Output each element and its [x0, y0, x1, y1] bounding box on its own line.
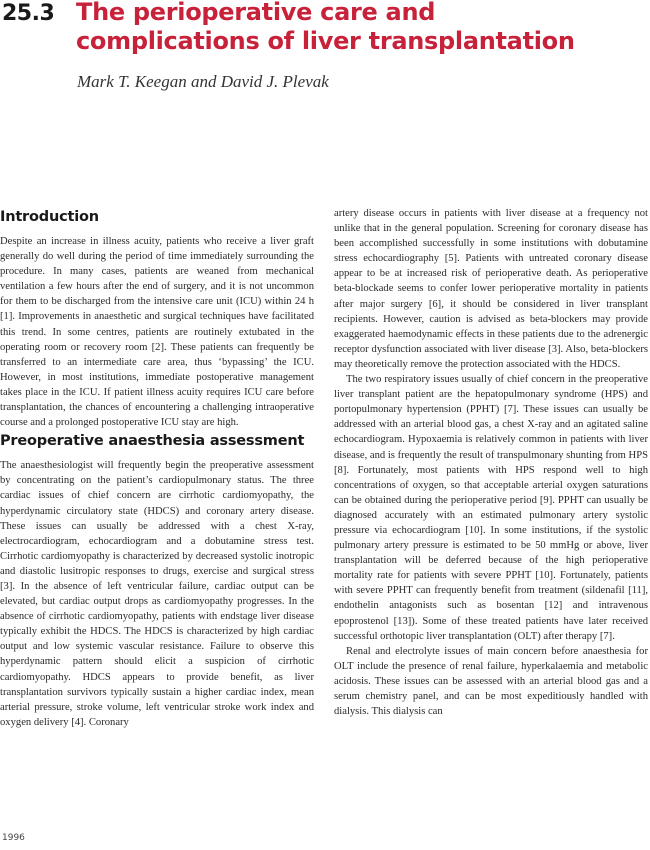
preoperative-assessment-heading: Preoperative anaesthesia assessment: [0, 433, 305, 450]
introduction-heading: Introduction: [0, 209, 99, 225]
chapter-title-line-2: complications of liver transplantation: [76, 27, 575, 55]
coronary-disease-paragraph: artery disease occurs in patients with liver disease at a frequency not unlike that in the general population. Screening for coronary disease has been accomplished successfully in some institutions with dobutamine stress echocardiography [5]. Patients with untreated coronary disease appear to be at increased risk of perioperative death. As perioperative beta-blockade seems to confer lower perioperative mortality in patients after major surgery [6], it should be considered in liver transplant recipients. However, caution is advised as beta-blockers may provide exaggerated haemodynamic effects in these patients due to the adrenergic receptor dysfunction associated with liver disease [3]. Also, beta-blockers may theoretically remove the protection associated with the HDCS.: [334, 208, 648, 370]
right-column: [334, 206, 648, 719]
preoperative-assessment-paragraph: The anaesthesiologist will frequently begin the preoperative assessment by concentrating on the patient’s cardiopulmonary status. The three cardiac issues of chief concern are cirrhotic cardiomyopathy, the hyperdynamic circulatory state (HDCS) and coronary artery disease. These issues can usually be addressed with a chest X-ray, electrocardiogram, echocardiogram and a dobutamine stress test. Cirrhotic cardiomyopathy is characterized by decreased systolic inotropic and diastolic lusitropic responses to drugs, exercise and surgical stress [3]. In the absence of left ventricular failure, cardiac output can be elevated, but cardiac output drops as cardiomyopathy progresses. In the absence of cirrhotic cardiomyopathy, patients with endstage liver disease typically exhibit the HDCS. The HDCS is characterized by high cardiac output and low systemic vascular resistance. Failure to observe this hyperdynamic pattern should elicit a suspicion of cirrhotic cardiomyopathy. HDCS appears to provide benefit, as liver transplantation survivors typically sustain a higher cardiac index, mean arterial pressure, stroke volume, left ventricular stroke work index and oxygen delivery [4]. Coronary: [0, 460, 314, 728]
chapter-authors: Mark T. Keegan and David J. Plevak: [77, 72, 329, 91]
chapter-title: [76, 0, 636, 56]
introduction-paragraph: Despite an increase in illness acuity, patients who receive a liver graft generally do well during the period of time immediately surrounding the procedure. In many cases, patients are weaned from mechanical ventilation a few hours after the end of surgery, and it is not uncommon for them to be discharged from the intensive care unit (ICU) within 24 h [1]. Improvements in anaesthetic and surgical techniques have facilitated this trend. In some centres, patients are routinely extubated in the operating room or recovery room [2]. These patients can frequently be transferred to an intermediate care area, thus ‘bypassing’ the ICU. However, in most institutions, immediate postoperative management takes place in the ICU. If patient illness acuity requires ICU care before transplantation, the chances of encountering a challenging intraoperative course and a prolonged postoperative ICU stay are high.: [0, 236, 314, 429]
page-number: 1996: [2, 833, 25, 843]
chapter-number: 25.3: [2, 1, 55, 26]
chapter-title-line-1: The perioperative care and: [76, 0, 436, 26]
respiratory-issues-paragraph: The two respiratory issues usually of chief concern in the preoperative liver transplant patient are the hepatopulmonary syndrome (HPS) and portopulmonary hypertension (PPHT) [7]. These issues can usually be addressed with an arterial blood gas, a chest X-ray and an agitated saline echocardiogram. Hypoxaemia is relatively common in patients with liver disease, and is frequently the result of transpulmonary shunting from HPS [8]. Fortunately, most patients with HPS respond well to high concentrations of oxygen, so that acceptable arterial oxygen saturations can be obtained during the perioperative period [9]. PPHT can usually be diagnosed accurately with an estimated pulmonary artery systolic pressure via echocardiogram [10]. In some institutions, if the systolic pulmonary artery pressure is estimated to be 50 mmHg or above, liver transplantation will be deferred because of the high perioperative mortality rate for patients with severe PPHT [10]. Fortunately, patients with severe PPHT can frequently benefit from treatment (sildenafil [11], endothelin antagonists such as bosentan [12] and intravenous epoprostenol [13]). Some of these treated patients have later received successful orthotopic liver transplantation (OLT) after therapy [7].: [334, 374, 648, 642]
left-column: [0, 206, 314, 730]
renal-issues-paragraph: Renal and electrolyte issues of main concern before anaesthesia for OLT include the presence of renal failure, hyperkalaemia and metabolic acidosis. These issues can be assessed with an arterial blood gas and a serum chemistry panel, and can be most expeditiously handled with dialysis. This dialysis can: [334, 645, 648, 718]
